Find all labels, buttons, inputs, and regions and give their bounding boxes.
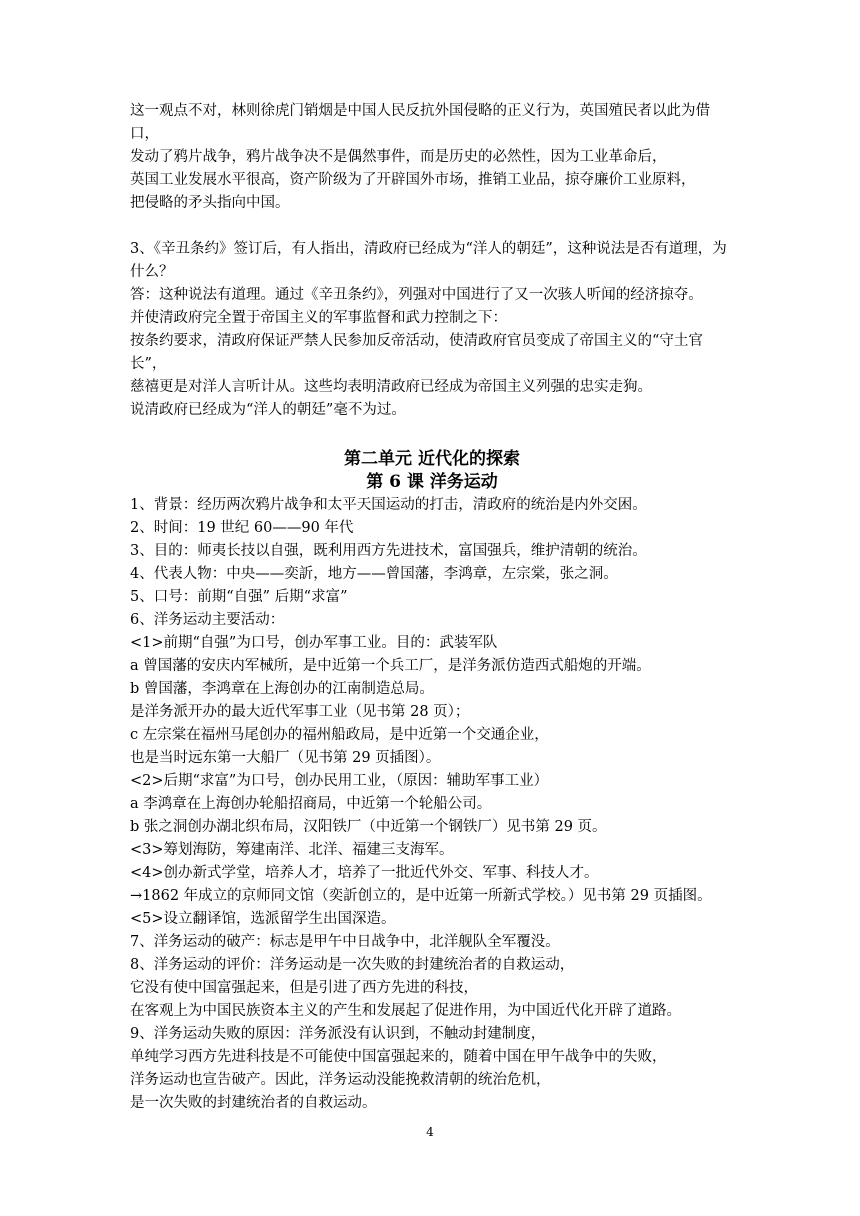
text-line: 把侵略的矛头指向中国。 <box>130 195 290 211</box>
lesson-line: 4、代表人物：中央——奕訢，地方——曾国藩，李鸿章，左宗棠，张之洞。 <box>130 566 618 582</box>
answer-line: 按条约要求，清政府保证严禁人民参加反帝活动，使清政府官员变成了帝国主义的“守土官长”， <box>130 333 703 372</box>
question-text: 3、《辛丑条约》签订后，有人指出，清政府已经成为“洋人的朝廷”，这种说法是否有道理，为什么？ <box>130 241 727 280</box>
lesson-line: a 李鸿章在上海创办轮船招商局，中近第一个轮船公司。 <box>130 796 492 812</box>
lesson-line: 9、洋务运动失败的原因：洋务派没有认识到，不触动封建制度， <box>130 1026 546 1042</box>
answer-line: 并使清政府完全置于帝国主义的军事监督和武力控制之下： <box>130 310 507 326</box>
intro-paragraph <box>130 100 734 215</box>
lesson-line: <2>后期“求富”为口号，创办民用工业，（原因：辅助军事工业） <box>130 773 549 789</box>
lesson-line: <1>前期“自强”为口号，创办军事工业。目的：武装军队 <box>130 635 498 651</box>
lesson-line: 6、洋务运动主要活动： <box>130 612 285 628</box>
lesson-line: 单纯学习西方先进科技是不可能使中国富强起来的，随着中国在甲午战争中的失败， <box>130 1049 667 1065</box>
text-line: 英国工业发展水平很高，资产阶级为了开辟国外市场，推销工业品，掠夺廉价工业原料， <box>130 172 696 188</box>
question-3 <box>130 238 734 422</box>
lesson-line: <3>筹划海防，筹建南洋、北洋、福建三支海军。 <box>130 842 454 858</box>
lesson-line: 3、目的：师夷长技以自强，既利用西方先进技术，富国强兵，维护清朝的统治。 <box>130 543 647 559</box>
page-content <box>130 100 734 1115</box>
page-number: 4 <box>426 1125 434 1139</box>
unit-title: 第二单元 近代化的探索 <box>344 449 520 469</box>
lesson-line: 它没有使中国富强起来，但是引进了西方先进的科技， <box>130 980 478 996</box>
lesson-line: 是洋务派开办的最大近代军事工业（见书第 28 页）； <box>130 704 470 720</box>
lesson-line: →1862 年成立的京师同文馆（奕訢创立的，是中近第一所新式学校。）见书第 29 页插图。 <box>130 888 712 904</box>
answer-line: 慈禧更是对洋人言听计从。这些均表明清政府已经成为帝国主义列强的忠实走狗。 <box>130 379 652 395</box>
lesson-line: b 曾国藩，李鸿章在上海创办的江南制造总局。 <box>130 681 434 697</box>
lesson-line: 8、洋务运动的评价：洋务运动是一次失败的封建统治者的自救运动， <box>130 957 575 973</box>
blank-line <box>130 215 734 238</box>
lesson-line: 1、背景：经历两次鸦片战争和太平天国运动的打击，清政府的统治是内外交困。 <box>130 497 647 513</box>
lesson-line: 在客观上为中国民族资本主义的产生和发展起了促进作用，为中国近代化开辟了道路。 <box>130 1003 681 1019</box>
lesson-line: c 左宗棠在福州马尾创办的福州船政局，是中近第一个交通企业， <box>130 727 549 743</box>
lesson-line: 也是当时远东第一大船厂（见书第 29 页插图）。 <box>130 750 441 766</box>
text-line: 发动了鸦片战争，鸦片战争决不是偶然事件，而是历史的必然性，因为工业革命后， <box>130 149 667 165</box>
text-line: 这一观点不对，林则徐虎门销烟是中国人民反抗外国侵略的正义行为，英国殖民者以此为借口， <box>130 103 710 142</box>
lesson-line: <4>创办新式学堂，培养人才，培养了一批近代外交、军事、科技人才。 <box>130 865 599 881</box>
lesson-line: a 曾国藩的安庆内军械所，是中近第一个兵工厂，是洋务派仿造西式船炮的开端。 <box>130 658 651 674</box>
answer-line: 答：这种说法有道理。通过《辛丑条约》，列强对中国进行了又一次骇人听闻的经济掠夺。 <box>130 287 703 303</box>
lesson-body <box>130 494 734 1115</box>
lesson-line: 7、洋务运动的破产：标志是甲午中日战争中，北洋舰队全军覆没。 <box>130 934 560 950</box>
lesson-line: 5、口号：前期“自强” 后期“求富” <box>130 589 348 605</box>
answer-line: 说清政府已经成为“洋人的朝廷”毫不为过。 <box>130 402 406 418</box>
lesson-line: b 张之洞创办湖北织布局，汉阳铁厂（中近第一个钢铁厂）见书第 29 页。 <box>130 819 607 835</box>
lesson-line: <5>设立翻译馆，选派留学生出国深造。 <box>130 911 396 927</box>
lesson-line: 2、时间：19 世纪 60——90 年代 <box>130 520 354 536</box>
lesson-line: 洋务运动也宣告破产。因此，洋务运动没能挽救清朝的统治危机， <box>130 1072 551 1088</box>
lesson-title: 第 6 课 洋务运动 <box>366 472 498 492</box>
blank-line <box>130 422 734 448</box>
lesson-line: 是一次失败的封建统治者的自救运动。 <box>130 1095 377 1111</box>
